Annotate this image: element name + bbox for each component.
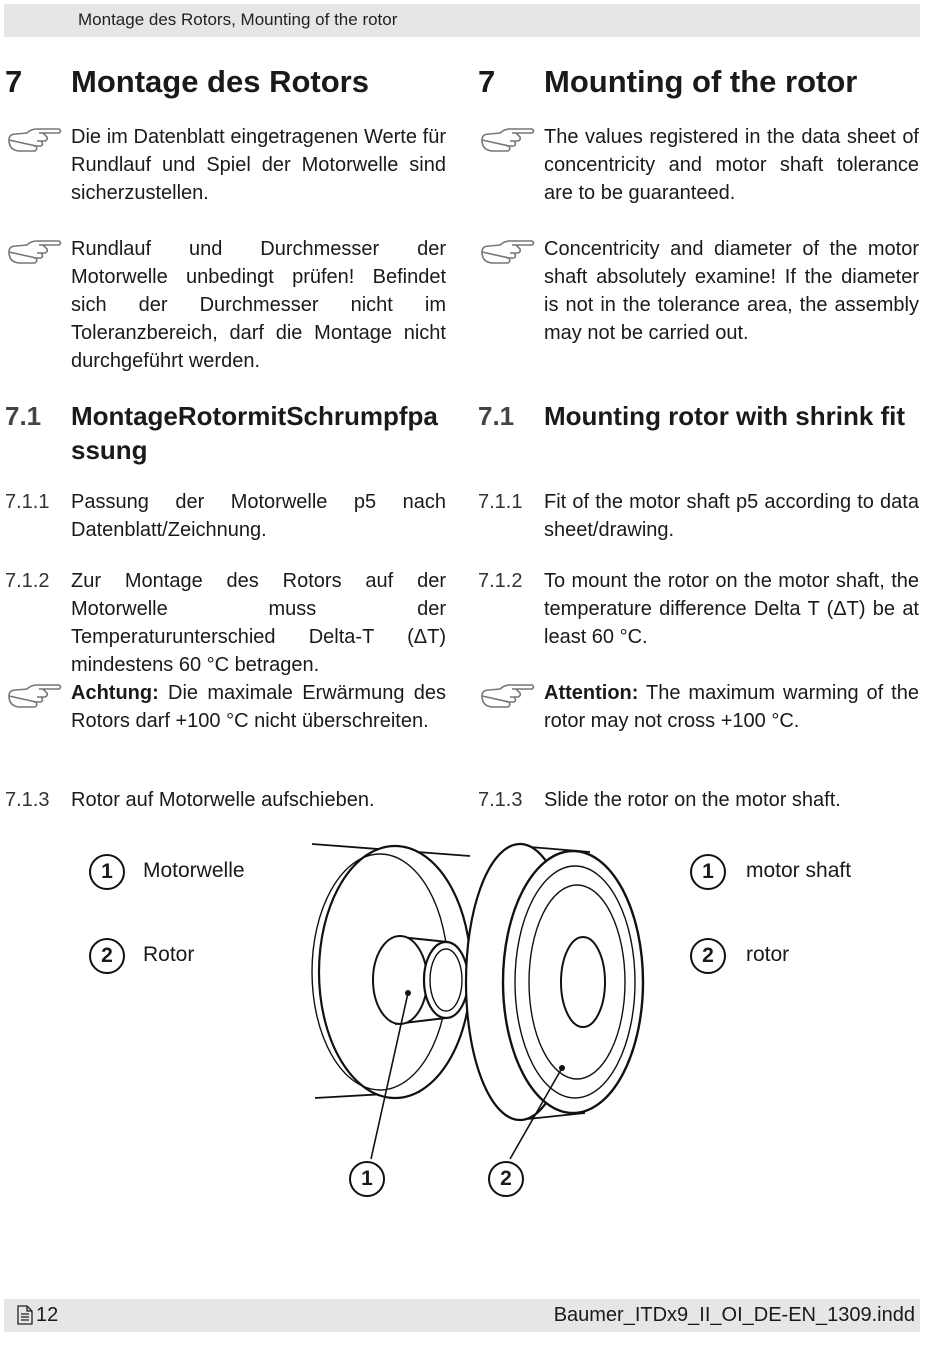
section-number: 7.1.1 [5,491,50,513]
section-number: 7.1 [5,401,42,431]
section-text: Passung der Motorwelle p5 nach Datenblatt/Zeichnung. [71,491,446,541]
section-title: MontageRotormitSchrumpfpassung [71,401,438,465]
attention-text [544,679,919,735]
section-text: Zur Montage des Rotors auf der Motorwelle muss der Temperaturunterschied Delta-T (ΔT) mindestens 60 °C betragen. [71,570,446,676]
page-number: 12 [36,1304,59,1326]
legend-label-en-2: rotor [746,943,790,966]
running-header: Montage des Rotors, Mounting of the rotor [78,10,398,29]
rotor-front [503,851,643,1113]
legend-marker-1: 1 [690,854,726,890]
note-text: Concentricity and diameter of the motor shaft absolutely examine! If the diameter is not in the tolerance area, the assembly may not be carried out. [544,238,919,344]
note-text: Rundlauf und Durchmesser der Motorwelle unbedingt prüfen! Befindet sich der Durchmesser nicht im Toleranzbereich, darf die Montage nicht durchgeführt werden. [71,238,446,372]
section-number: 7.1.2 [5,570,50,592]
pointing-hand-icon [480,125,536,153]
section-text: Slide the rotor on the motor shaft. [544,789,841,811]
section-number: 7.1.3 [5,789,50,811]
section-title: Montage des Rotors [71,64,369,99]
attention-body: Die maximale Erwärmung des Rotors darf +100 °C nicht überschreiten. [71,682,446,732]
legend-label-de-2: Rotor [143,943,195,966]
document-icon [17,1305,33,1325]
attention-text [71,679,446,735]
section-number: 7 [478,64,496,99]
legend-marker-1: 1 [89,854,125,890]
file-name: Baumer_ITDx9_II_OI_DE-EN_1309.indd [553,1304,915,1326]
rotor-shaft-drawing [0,830,950,1210]
legend-label-de-1: Motorwelle [143,859,245,882]
legend-marker-2: 2 [690,938,726,974]
section-text: Rotor auf Motorwelle aufschieben. [71,789,375,811]
attention-label: Attention: [544,682,639,704]
section-text: To mount the rotor on the motor shaft, the temperature difference Delta T (ΔT) be at least 60 °C. [544,570,919,648]
section-number: 7.1.3 [478,789,523,811]
section-title: Mounting of the rotor [544,64,858,99]
attention-body: The maximum warming of the rotor may not cross +100 °C. [544,682,919,732]
pointing-hand-icon [7,125,63,153]
section-number: 7.1.1 [478,491,523,513]
rotor-mounting-figure [0,830,950,1210]
attention-label: Achtung: [71,682,159,704]
callout-1: 1 [349,1161,385,1197]
section-number: 7 [5,64,23,99]
section-text: Fit of the motor shaft p5 according to data sheet/drawing. [544,491,919,541]
note-text: The values registered in the data sheet of concentricity and motor shaft tolerance are to be guaranteed. [544,126,919,204]
section-title: Mounting rotor with shrink fit [544,401,906,431]
pointing-hand-icon [480,681,536,709]
legend-label-en-1: motor shaft [746,859,852,882]
pointing-hand-icon [7,237,63,265]
leader-dot-1 [405,990,411,996]
pointing-hand-icon [7,681,63,709]
pointing-hand-icon [480,237,536,265]
section-number: 7.1 [478,401,515,431]
shaft-end [373,936,427,1024]
section-number: 7.1.2 [478,570,523,592]
note-text: Die im Datenblatt eingetragenen Werte für Rundlauf und Spiel der Motorwelle sind sicherzustellen. [71,126,446,204]
callout-2: 2 [488,1161,524,1197]
legend-marker-2: 2 [89,938,125,974]
leader-dot-2 [559,1065,565,1071]
